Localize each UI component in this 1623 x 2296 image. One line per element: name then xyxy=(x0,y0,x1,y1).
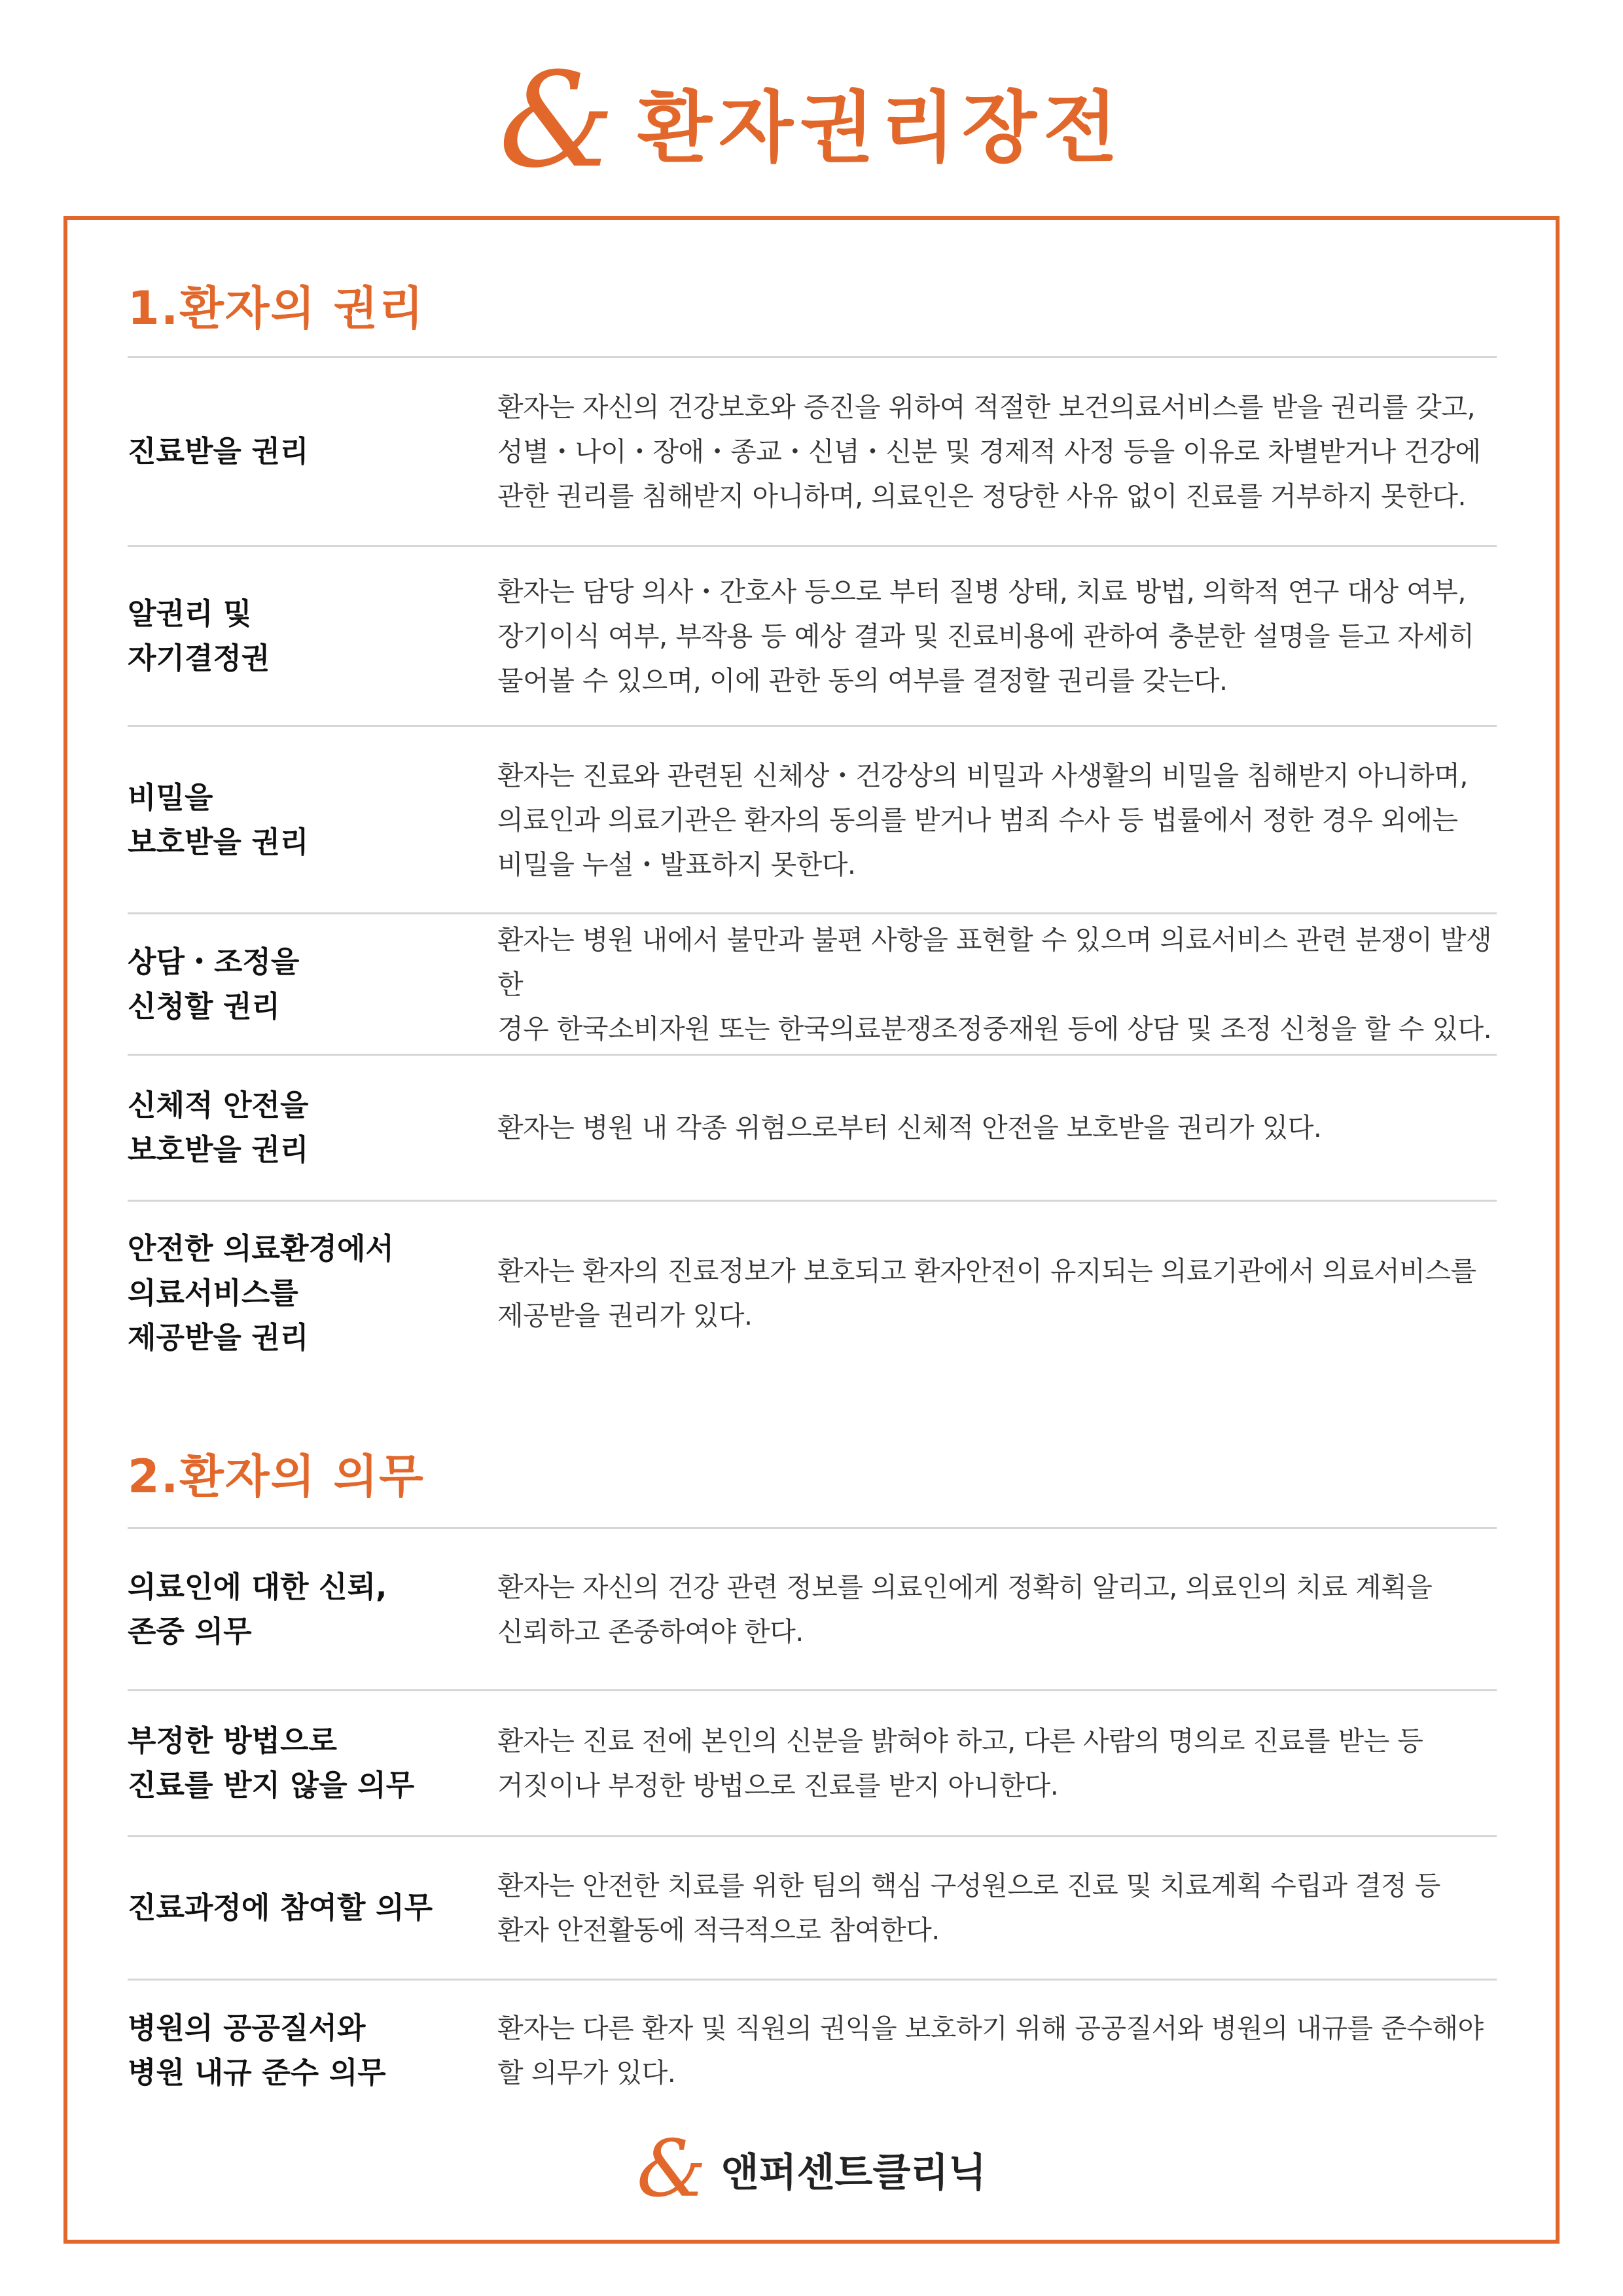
right-term: 비밀을 보호받을 권리 xyxy=(128,780,309,859)
right-term: 안전한 의료환경에서 의료서비스를 제공받을 권리 xyxy=(128,1231,394,1355)
right-description: 환자는 담당 의사・간호사 등으로 부터 질병 상태, 치료 방법, 의학적 연구 대상 여부, 장기이식 여부, 부작용 등 예상 결과 및 진료비용에 관하여 충분한 설명을 듣고 자세히 물어볼 수 있으며, 이에 관한 동의 여부를 결정할 권리를 갖는다. xyxy=(497,576,1474,696)
list-item xyxy=(128,1981,1497,2121)
duty-description: 환자는 자신의 건강 관련 정보를 의료인에게 정확히 알리고, 의료인의 치료 계획을 신뢰하고 존중하여야 한다. xyxy=(497,1571,1433,1647)
duty-term: 진료과정에 참여할 의무 xyxy=(128,1890,433,1925)
list-item xyxy=(128,914,1497,1054)
right-term: 진료받을 권리 xyxy=(128,434,309,469)
duty-term: 부정한 방법으로 진료를 받지 않을 의무 xyxy=(128,1723,415,1803)
list-item xyxy=(128,1202,1497,1385)
list-item xyxy=(128,1837,1497,1979)
right-description: 환자는 환자의 진료정보가 보호되고 환자안전이 유지되는 의료기관에서 의료서비스를 제공받을 권리가 있다. xyxy=(497,1255,1476,1331)
page-title: 환자권리장전 xyxy=(637,82,1124,173)
list-item xyxy=(128,1691,1497,1835)
ampersand-logo-icon: & xyxy=(499,45,616,197)
right-description: 환자는 병원 내에서 불만과 불편 사항을 표현할 수 있으며 의료서비스 관련 분쟁이 발생한 경우 한국소비자원 또는 한국의료분쟁조정중재원 등에 상담 및 조정 신청을 할 수 있다. xyxy=(497,924,1492,1045)
header xyxy=(0,45,1623,197)
list-item xyxy=(128,547,1497,725)
list-item xyxy=(128,727,1497,912)
clinic-name: 앤퍼센트클리닉 xyxy=(721,2150,987,2196)
footer xyxy=(0,2124,1623,2215)
list-item xyxy=(128,358,1497,545)
duty-term: 병원의 공공질서와 병원 내규 준수 의무 xyxy=(128,2011,386,2090)
right-term: 신체적 안전을 보호받을 권리 xyxy=(128,1088,309,1167)
right-description: 환자는 진료와 관련된 신체상・건강상의 비밀과 사생활의 비밀을 침해받지 아니하며, 의료인과 의료기관은 환자의 동의를 받거나 범죄 수사 등 법률에서 정한 경우 외에는 비밀을 누설・발표하지 못한다. xyxy=(497,759,1468,880)
duty-description: 환자는 안전한 치료를 위한 팀의 핵심 구성원으로 진료 및 치료계획 수립과 결정 등 환자 안전활동에 적극적으로 참여한다. xyxy=(497,1870,1440,1946)
duty-term: 의료인에 대한 신뢰, 존중 의무 xyxy=(128,1569,387,1649)
list-item xyxy=(128,1529,1497,1689)
section-title-rights: 1.환자의 권리 xyxy=(128,281,425,335)
duty-description: 환자는 다른 환자 및 직원의 권익을 보호하기 위해 공공질서와 병원의 내규를 준수해야 할 의무가 있다. xyxy=(497,2013,1484,2089)
right-description: 환자는 병원 내 각종 위험으로부터 신체적 안전을 보호받을 권리가 있다. xyxy=(497,1112,1322,1143)
right-description: 환자는 자신의 건강보호와 증진을 위하여 적절한 보건의료서비스를 받을 권리를 갖고, 성별・나이・장애・종교・신념・신분 및 경제적 사정 등을 이유로 차별받거나 건강에 관한 권리를 침해받지 아니하며, 의료인은 정당한 사유 없이 진료를 거부하지 못한다. xyxy=(497,391,1481,512)
ampersand-logo-icon: & xyxy=(636,2124,707,2215)
right-term: 알권리 및 자기결정권 xyxy=(128,596,270,675)
duty-description: 환자는 진료 전에 본인의 신분을 밝혀야 하고, 다른 사람의 명의로 진료를 받는 등 거짓이나 부정한 방법으로 진료를 받지 아니한다. xyxy=(497,1725,1423,1801)
right-term: 상담・조정을 신청할 권리 xyxy=(128,944,300,1024)
section-title-duties: 2.환자의 의무 xyxy=(128,1450,425,1503)
list-item xyxy=(128,1056,1497,1200)
